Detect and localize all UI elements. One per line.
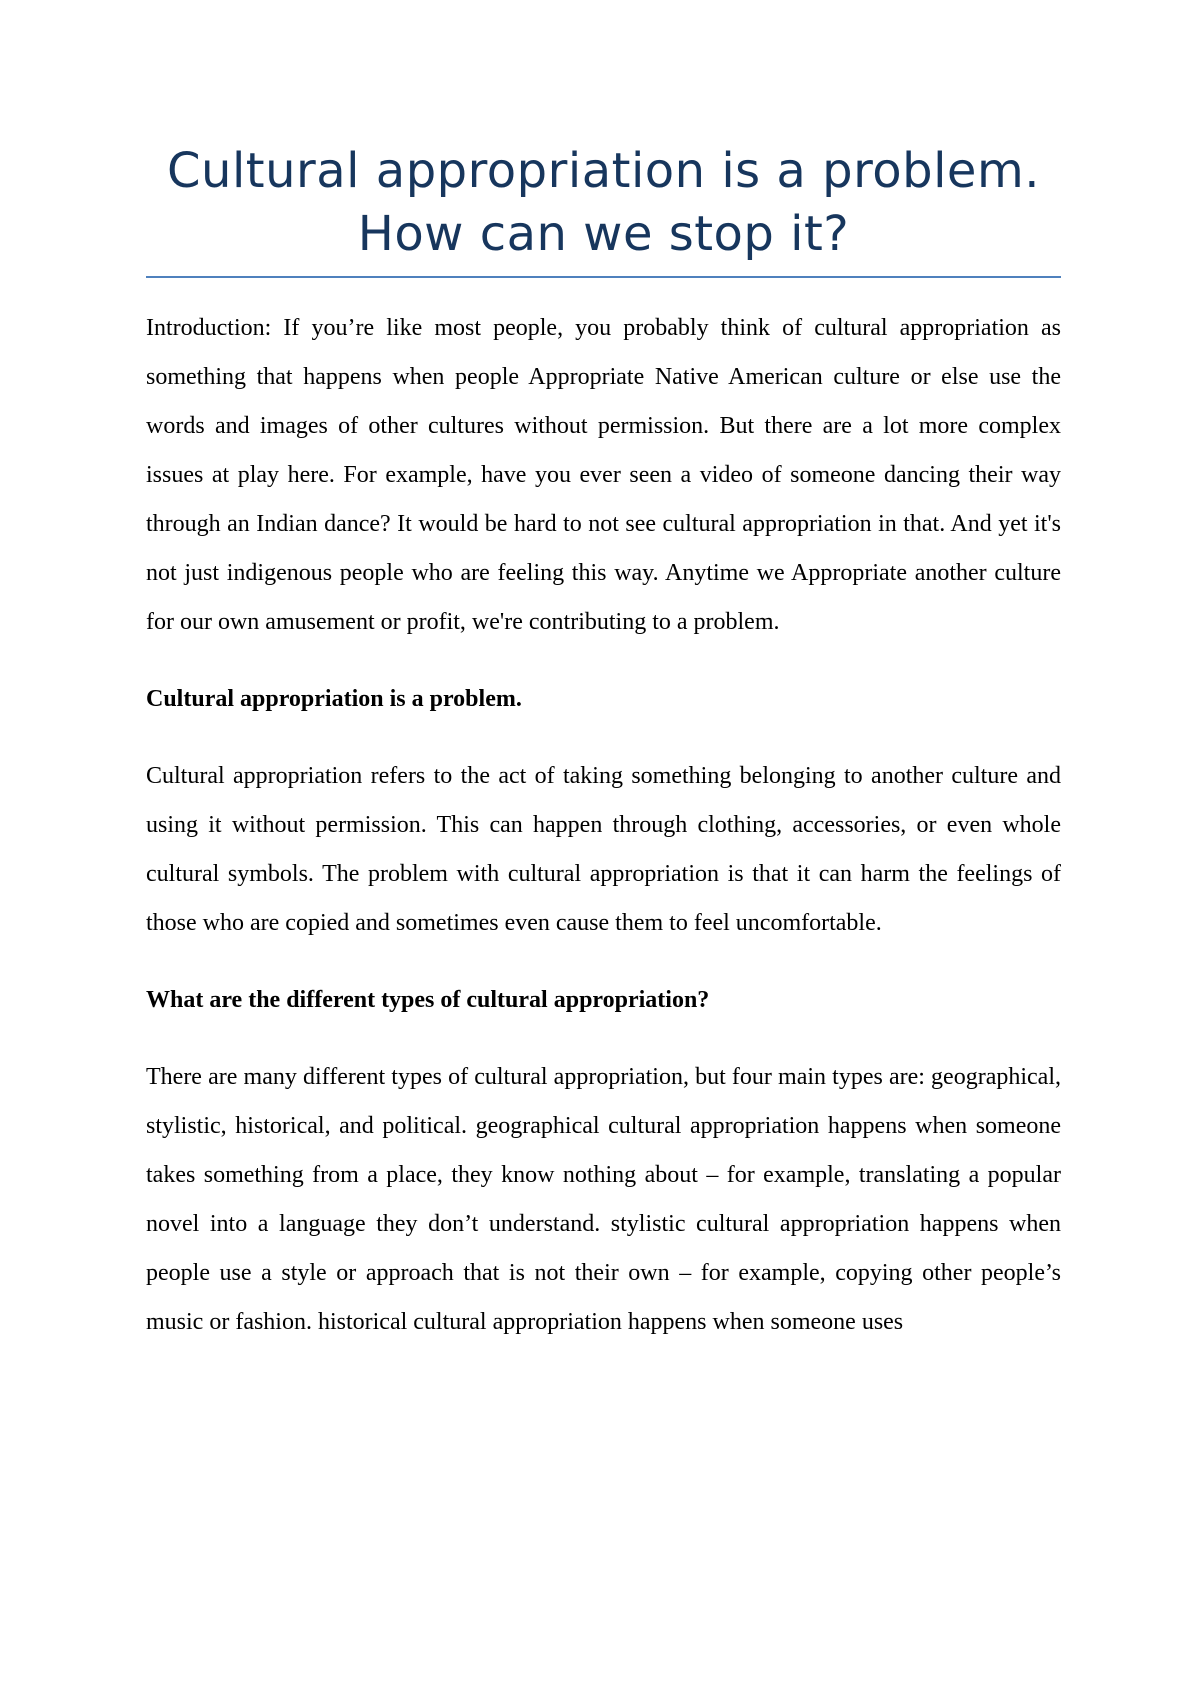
intro-paragraph: Introduction: If you’re like most people, you probably think of cultural appropriation as something that happens when people Appropriate Native American culture or else use the words and images of other cultures without permission. But there are a lot more complex issues at play here. For example, have you ever seen a video of someone dancing their way through an Indian dance? It would be hard to not see cultural appropriation in that. And yet it's not just indigenous people who are feeling this way. Anytime we Appropriate another culture for our own amusement or profit, we're contributing to a problem. — [146, 315, 1061, 635]
section-heading-problem: Cultural appropriation is a problem. — [146, 686, 522, 712]
document-page — [146, 140, 1061, 1375]
section-heading-types: What are the different types of cultural appropriation? — [146, 987, 710, 1013]
document-title: Cultural appropriation is a problem. How can we stop it? — [146, 140, 1061, 278]
document-body — [146, 304, 1061, 1347]
section-paragraph-problem: Cultural appropriation refers to the act of taking something belonging to another culture and using it without permission. This can happen through clothing, accessories, or even whole cultural symbols. The problem with cultural appropriation is that it can harm the feelings of those who are copied and sometimes even cause them to feel uncomfortable. — [146, 763, 1061, 936]
section-paragraph-types: There are many different types of cultural appropriation, but four main types are: geographical, stylistic, historical, and political. geographical cultural appropriation happens when someone takes something from a place, they know nothing about – for example, translating a popular novel into a language they don’t understand. stylistic cultural appropriation happens when people use a style or approach that is not their own – for example, copying other people’s music or fashion. historical cultural appropriation happens when someone uses — [146, 1064, 1061, 1335]
